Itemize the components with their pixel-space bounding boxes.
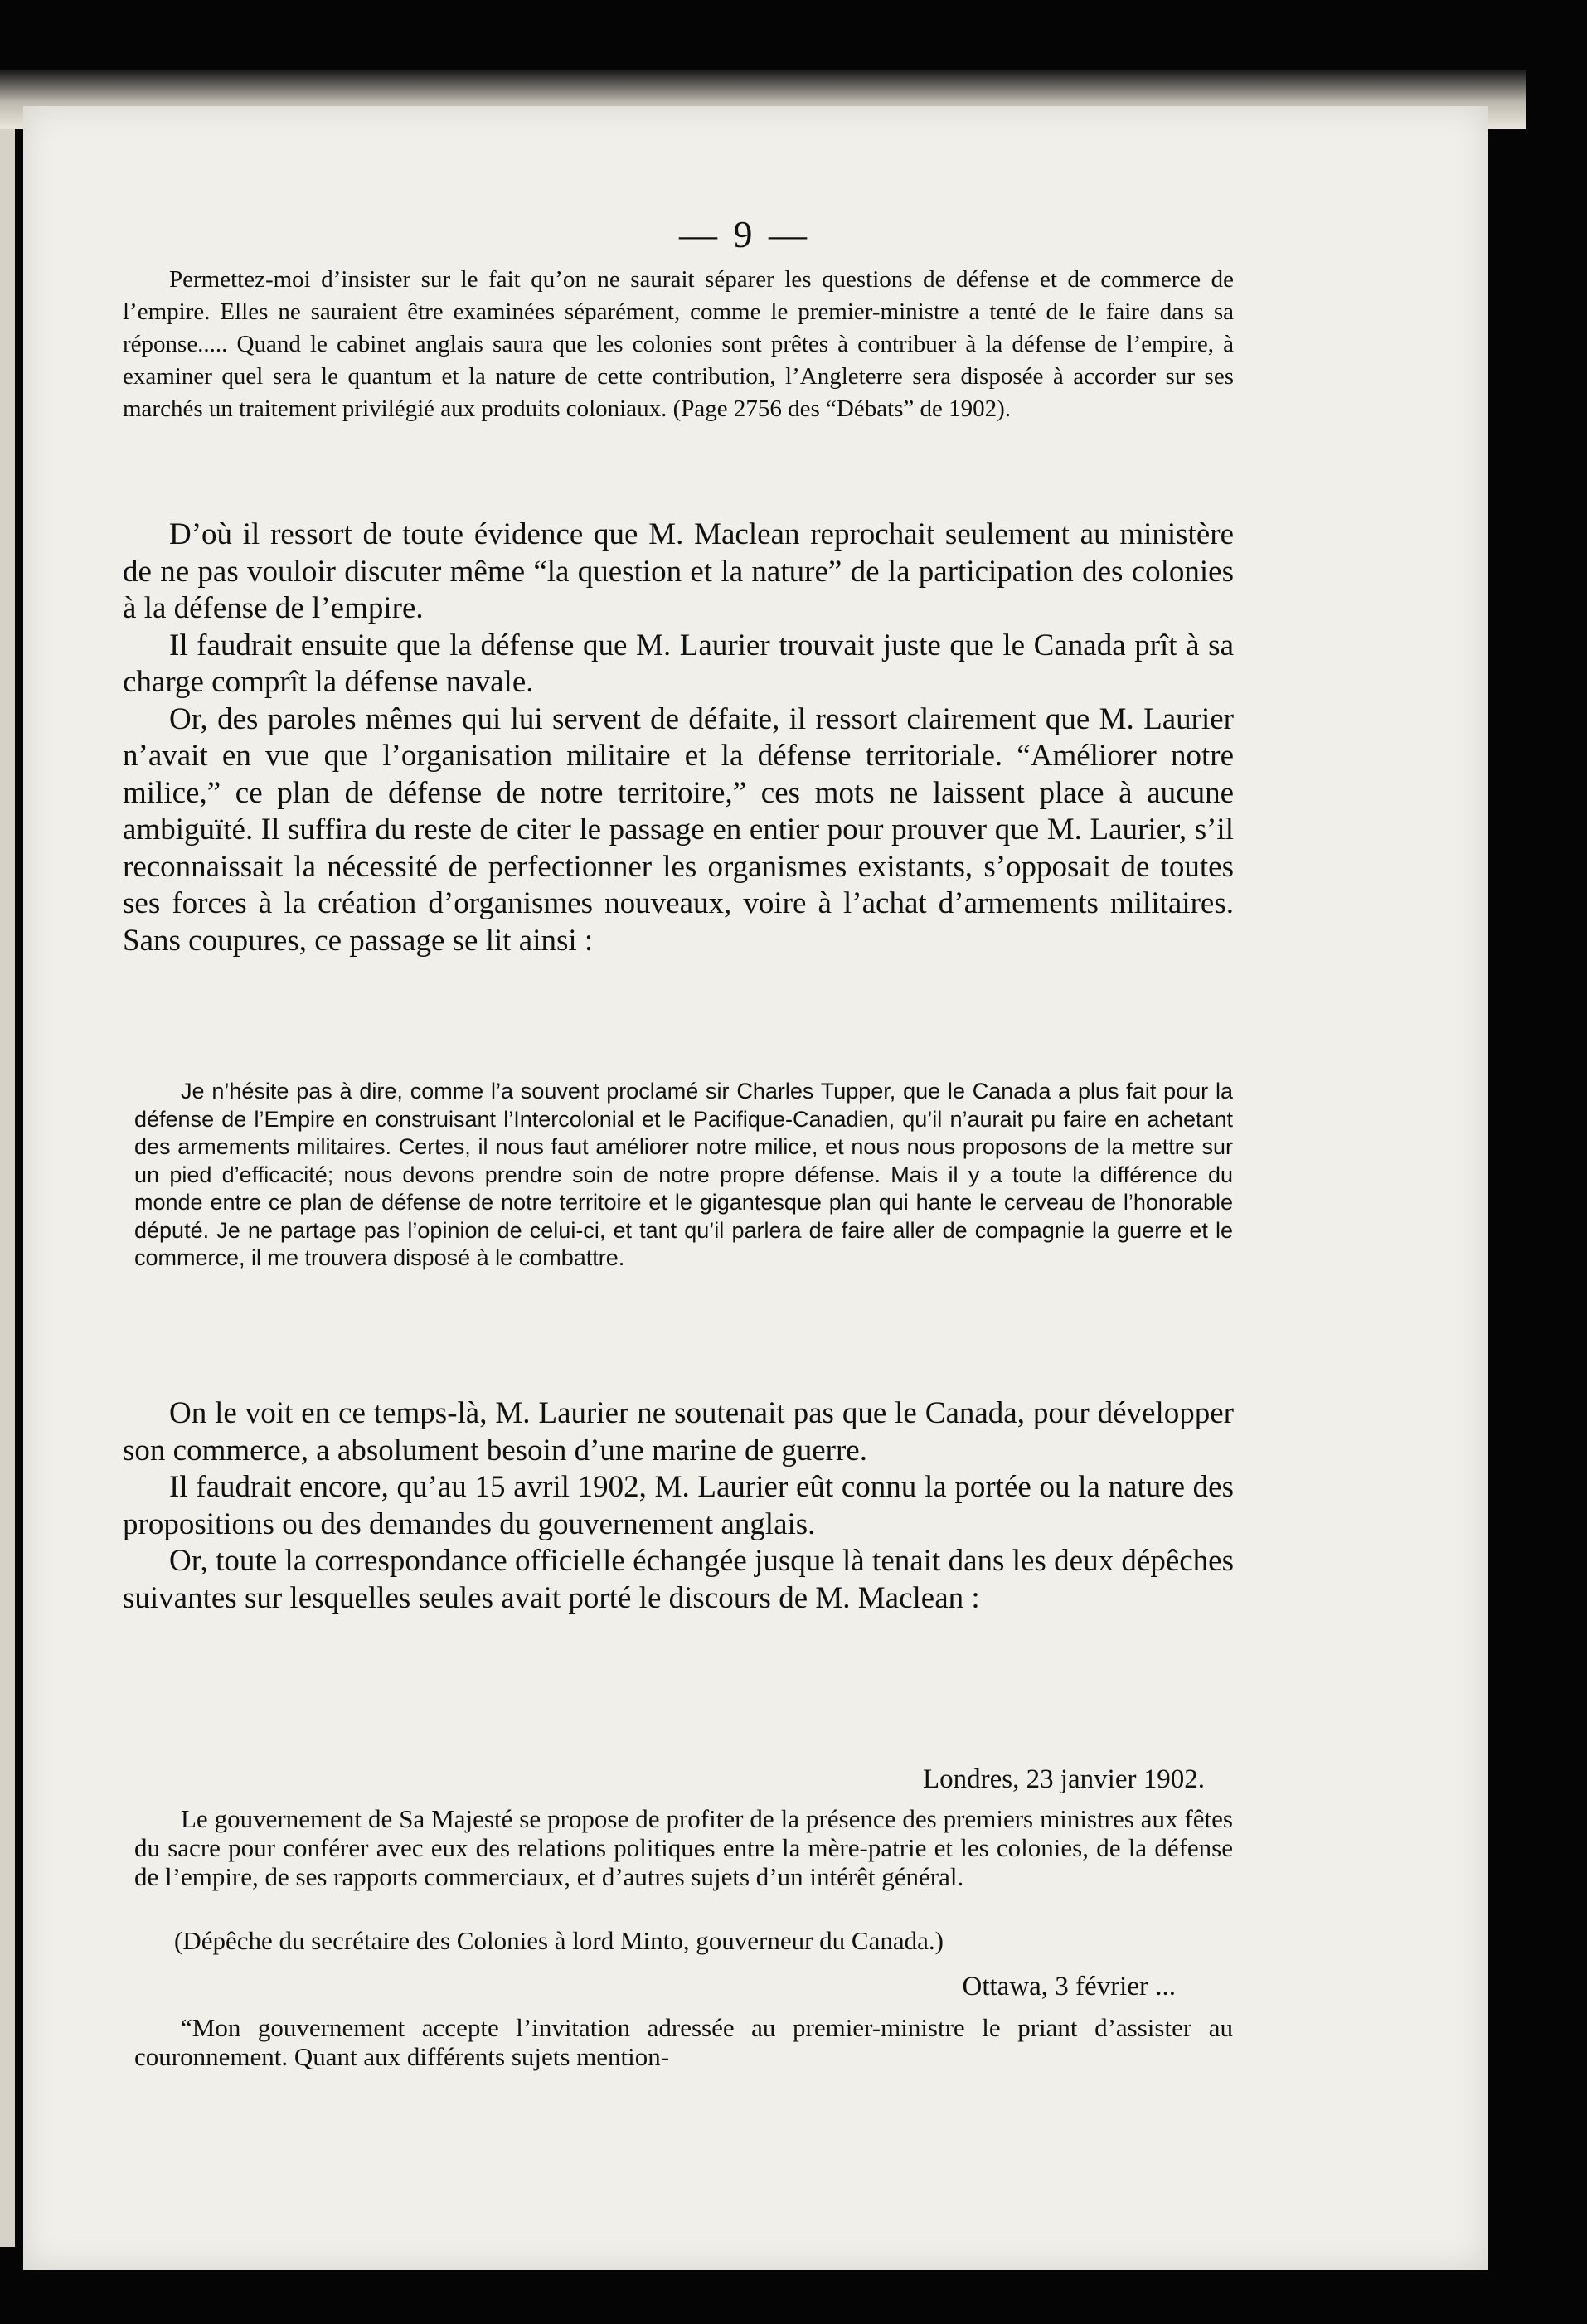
paragraph: Je n’hésite pas à dire, comme l’a souvent proclamé sir Charles Tupper, que le Canada a plus fait pour la défense de l’Empire en construisant l’Intercolonial et le Pacifique-Canadien, qu’il n’aurait pu faire en achetant des armements militaires. Certes, il nous faut améliorer notre milice, et nous nous proposons de la mettre sur un pied d’efficacité; nous devons prendre soin de notre propre défense. Mais il y a toute la différence du monde entre ce plan de défense de notre territoire et le gigantesque plan qui hante le cerveau de l’honorable député. Je ne partage pas l’opinion de celui-ci, et tant qu’il parlera de faire aller de compagnie la guerre et le commerce, il me trouvera disposé à le combattre. [134, 1079, 1233, 1270]
paragraph: Il faudrait encore, qu’au 15 avril 1902, M. Laurier eût connu la portée ou la nature des propositions ou des demandes du gouvernement anglais. [123, 1470, 1234, 1541]
reply-text [134, 2013, 1233, 2071]
quoted-debate-excerpt [123, 264, 1234, 425]
despatch-caption: (Dépêche du secrétaire des Colonies à lord Minto, gouverneur du Canada.) [174, 1926, 944, 1955]
paragraph: On le voit en ce temps-là, M. Laurier ne soutenait pas que le Canada, pour développer son commerce, a absolument besoin d’une marine de guerre. [123, 1396, 1234, 1468]
dateline-ottawa: Ottawa, 3 février ... [962, 1972, 1176, 2001]
paragraph: “Mon gouvernement accepte l’invitation adressée au premier-ministre le priant d’assister au couronnement. Quant aux différents sujets mention- [134, 2013, 1233, 2071]
main-text-block-1 [123, 517, 1234, 959]
laurier-quote [134, 1078, 1233, 1273]
book-page [23, 106, 1488, 2270]
paragraph: D’où il ressort de toute évidence que M. Maclean reprochait seulement au ministère de ne pas vouloir discuter même “la question et la nature” de la participation des colonies à la défense de l’empire. [123, 517, 1234, 625]
page-number: — 9 — [679, 213, 810, 255]
despatch-text [134, 1804, 1233, 1891]
paragraph: Il faudrait ensuite que la défense que M. Laurier trouvait juste que le Canada prît à sa charge comprît la défense navale. [123, 628, 1234, 699]
paragraph: Le gouvernement de Sa Majesté se propose de profiter de la présence des premiers ministres aux fêtes du sacre pour conférer avec eux des relations politiques entre la mère-patrie et les colonies, de la défense de l’empire, de ses rapports commerciaux, et d’autres sujets d’un intérêt général. [134, 1804, 1233, 1891]
main-text-block-2 [123, 1395, 1234, 1617]
paragraph: Or, des paroles mêmes qui lui servent de défaite, il ressort clairement que M. Laurier n’avait en vue que l’organisation militaire et la défense territoriale. “Améliorer notre milice,” ce plan de défense de notre territoire,” ces mots ne laissent place à aucune ambiguïté. Il suffira du reste de citer le passage en entier pour prouver que M. Laurier, s’il reconnaissait la nécessité de perfectionner les organismes existants, s’opposait de toutes ses forces à la création d’organismes nouveaux, voire à l’achat d’armements militaires. Sans coupures, ce passage se lit ainsi : [123, 701, 1234, 958]
paragraph: Or, toute la correspondance officielle échangée jusque là tenait dans les deux dépêches suivantes sur lesquelles seules avait porté le discours de M. Maclean : [123, 1544, 1234, 1615]
paragraph: Permettez-moi d’insister sur le fait qu’on ne saurait séparer les questions de défense et de commerce de l’empire. Elles ne sauraient être examinées séparément, comme le premier-ministre a tenté de le faire dans sa réponse..... Quand le cabinet anglais saura que les colonies sont prêtes à contribuer à la défense de l’empire, à examiner quel sera le quantum et la nature de cette contribution, l’Angleterre sera disposée à accorder sur ses marchés un traitement privilégié aux produits coloniaux. (Page 2756 des “Débats” de 1902). [123, 266, 1234, 422]
left-page-edge [0, 124, 15, 2247]
dateline-london: Londres, 23 janvier 1902. [922, 1764, 1205, 1794]
